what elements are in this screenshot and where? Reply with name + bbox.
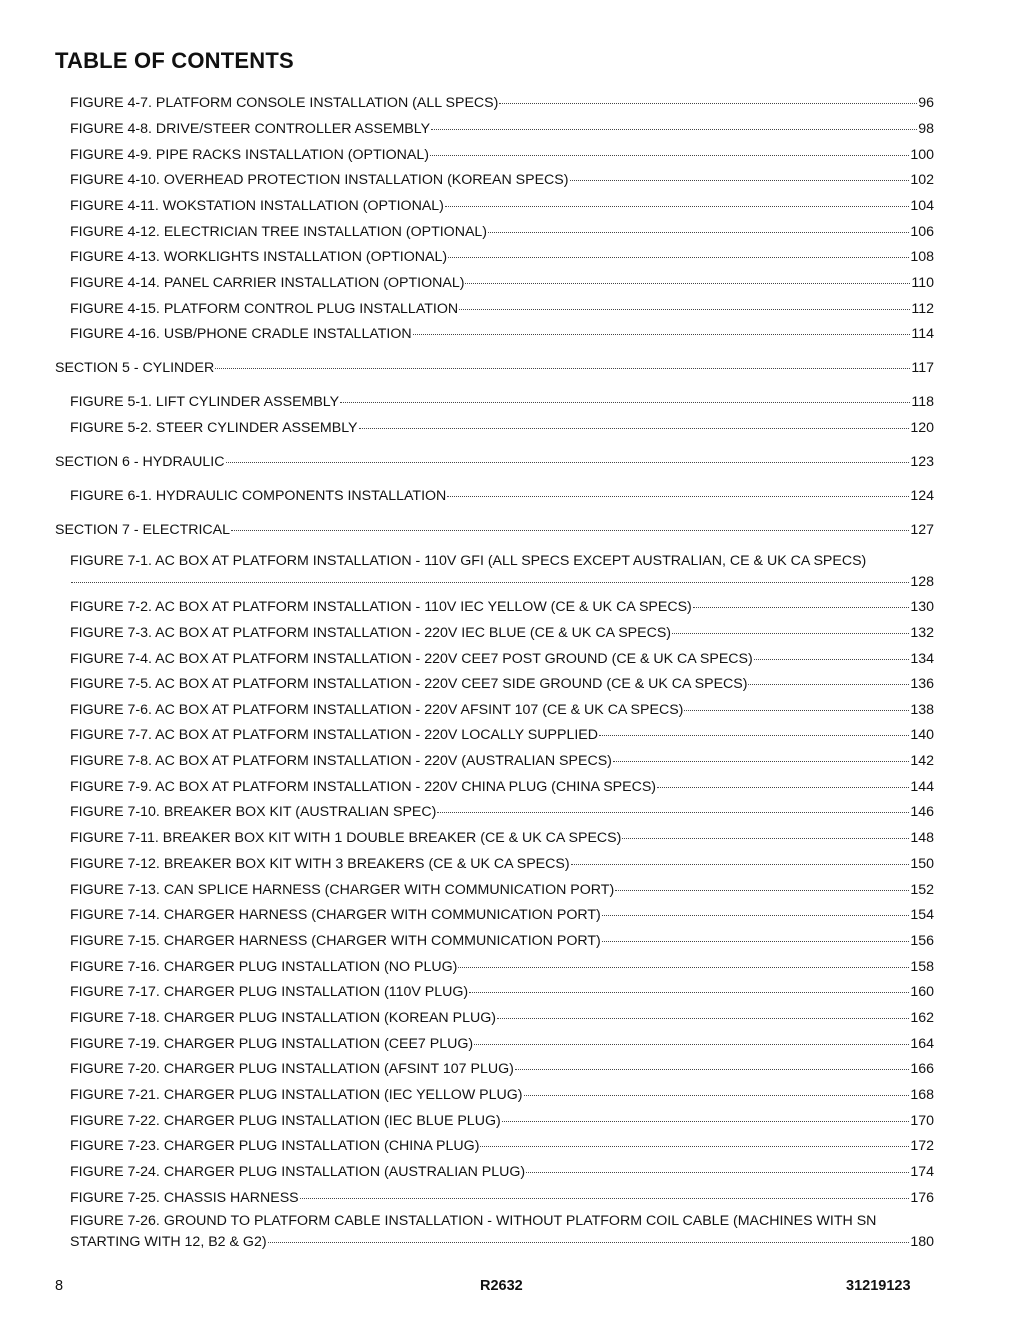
toc-entry-fig-7-21[interactable] [70, 1084, 934, 1104]
toc-entry-label: FIGURE 7-17. CHARGER PLUG INSTALLATION (110V PLUG) [70, 984, 469, 1000]
toc-entry-page: 142 [910, 753, 934, 769]
toc-entry-label: FIGURE 4-11. WOKSTATION INSTALLATION (OPTIONAL) [70, 198, 444, 214]
toc-entry-page: 150 [910, 856, 934, 872]
page-title: TABLE OF CONTENTS [55, 48, 294, 73]
toc-entry-label: FIGURE 4-13. WORKLIGHTS INSTALLATION (OPTIONAL) [70, 249, 448, 265]
toc-entry-fig-7-24[interactable] [70, 1161, 934, 1181]
dot-leader [526, 1158, 909, 1173]
toc-entry-fig-7-4[interactable] [70, 648, 934, 668]
toc-entry-page: 108 [910, 249, 934, 265]
toc-entry-fig-7-3[interactable] [70, 622, 934, 642]
dot-leader [693, 593, 910, 608]
toc-entry-page: 128 [910, 574, 934, 590]
toc-entry-label: FIGURE 7-24. CHARGER PLUG INSTALLATION (AUSTRALIAN PLUG) [70, 1164, 526, 1180]
toc-entry-label: STARTING WITH 12, B2 & G2) [70, 1234, 267, 1250]
toc-entry-label: FIGURE 7-15. CHARGER HARNESS (CHARGER WITH COMMUNICATION PORT) [70, 933, 601, 949]
toc-entry-label: FIGURE 4-14. PANEL CARRIER INSTALLATION (OPTIONAL) [70, 275, 465, 291]
toc-entry-label: SECTION 6 - HYDRAULIC [55, 454, 225, 470]
toc-entry-fig-7-1[interactable] [70, 571, 934, 591]
toc-entry-page: 134 [910, 651, 934, 667]
toc-entry-fig-4-15[interactable] [70, 298, 934, 318]
toc-entry-page: 114 [911, 326, 934, 342]
toc-entry-page: 152 [910, 882, 934, 898]
toc-entry-page: 160 [910, 984, 934, 1000]
toc-entry-label: FIGURE 7-9. AC BOX AT PLATFORM INSTALLATION - 220V CHINA PLUG (CHINA SPECS) [70, 779, 657, 795]
toc-entry-label: FIGURE 4-12. ELECTRICIAN TREE INSTALLATION (OPTIONAL) [70, 224, 488, 240]
toc-entry-fig-7-5[interactable] [70, 673, 934, 693]
toc-entry-label: FIGURE 7-18. CHARGER PLUG INSTALLATION (KOREAN PLUG) [70, 1010, 496, 1026]
dot-leader [300, 1184, 910, 1199]
toc-entry-page: 104 [910, 198, 934, 214]
toc-entry-fig-7-14[interactable] [70, 904, 934, 924]
toc-entry-fig-7-13[interactable] [70, 879, 934, 899]
toc-entry-label: FIGURE 4-9. PIPE RACKS INSTALLATION (OPTIONAL) [70, 147, 429, 163]
toc-entry-label: FIGURE 7-14. CHARGER HARNESS (CHARGER WITH COMMUNICATION PORT) [70, 907, 601, 923]
toc-entry-fig-4-9[interactable] [70, 144, 934, 164]
toc-entry-fig-4-13[interactable] [70, 246, 934, 266]
footer-doc-number: 31219123 [846, 1278, 911, 1294]
toc-entry-label: FIGURE 7-11. BREAKER BOX KIT WITH 1 DOUBLE BREAKER (CE & UK CA SPECS) [70, 830, 622, 846]
dot-leader [480, 1132, 909, 1147]
toc-entry-section-7[interactable] [55, 519, 934, 539]
toc-entry-label: SECTION 5 - CYLINDER [55, 360, 215, 376]
dot-leader [672, 619, 909, 634]
toc-entry-label: FIGURE 7-20. CHARGER PLUG INSTALLATION (AFSINT 107 PLUG) [70, 1061, 514, 1077]
toc-entry-fig-4-11[interactable] [70, 195, 934, 215]
toc-entry-label: FIGURE 7-10. BREAKER BOX KIT (AUSTRALIAN SPEC) [70, 804, 437, 820]
toc-entry-label: FIGURE 7-23. CHARGER PLUG INSTALLATION (CHINA PLUG) [70, 1138, 480, 1154]
toc-entry-fig-4-10[interactable] [70, 169, 934, 189]
toc-entry-label: FIGURE 7-12. BREAKER BOX KIT WITH 3 BREAKERS (CE & UK CA SPECS) [70, 856, 570, 872]
toc-entry-page: 130 [910, 599, 934, 615]
toc-entry-section-5[interactable] [55, 357, 934, 377]
toc-entry-fig-7-15[interactable] [70, 930, 934, 950]
toc-entry-label: FIGURE 7-16. CHARGER PLUG INSTALLATION (NO PLUG) [70, 959, 458, 975]
dot-leader [445, 192, 909, 207]
toc-entry-label: FIGURE 4-15. PLATFORM CONTROL PLUG INSTALLATION [70, 301, 459, 317]
toc-entry-page: 136 [910, 676, 934, 692]
toc-entry-label: FIGURE 6-1. HYDRAULIC COMPONENTS INSTALLATION [70, 488, 447, 504]
toc-entry-fig-4-16[interactable] [70, 323, 934, 343]
toc-entry-page: 117 [911, 360, 934, 376]
toc-entry-fig-7-25[interactable] [70, 1187, 934, 1207]
dot-leader [474, 1030, 909, 1045]
toc-entry-fig-4-12[interactable] [70, 221, 934, 241]
dot-leader [497, 1004, 909, 1019]
toc-entry-page: 110 [911, 275, 934, 291]
dot-leader [469, 978, 909, 993]
toc-entry-fig-7-16[interactable] [70, 956, 934, 976]
toc-entry-fig-7-6[interactable] [70, 699, 934, 719]
dot-leader [231, 516, 909, 531]
dot-leader [602, 927, 910, 942]
toc-entry-label: FIGURE 7-22. CHARGER PLUG INSTALLATION (IEC BLUE PLUG) [70, 1113, 501, 1129]
toc-entry-fig-7-22[interactable] [70, 1110, 934, 1130]
dot-leader [413, 320, 911, 335]
toc-entry-label: FIGURE 7-13. CAN SPLICE HARNESS (CHARGER WITH COMMUNICATION PORT) [70, 882, 615, 898]
toc-entry-page: 96 [918, 95, 934, 111]
toc-entry-label: FIGURE 7-19. CHARGER PLUG INSTALLATION (CEE7 PLUG) [70, 1036, 474, 1052]
dot-leader [226, 448, 910, 463]
toc-entry-fig-4-7[interactable] [70, 92, 934, 112]
dot-leader [437, 798, 909, 813]
dot-leader [499, 89, 917, 104]
toc-entry-page: 124 [910, 488, 934, 504]
toc-entry-label: FIGURE 4-10. OVERHEAD PROTECTION INSTALLATION (KOREAN SPECS) [70, 172, 569, 188]
dot-leader [447, 482, 909, 497]
toc-entry-fig-5-1[interactable] [70, 391, 934, 411]
dot-leader [448, 243, 909, 258]
dot-leader [268, 1228, 910, 1243]
dot-leader [502, 1107, 910, 1122]
dot-leader [602, 901, 910, 916]
toc-entry-fig-7-12[interactable] [70, 853, 934, 873]
dot-leader [754, 645, 910, 660]
toc-entry-label: FIGURE 7-25. CHASSIS HARNESS [70, 1190, 299, 1206]
toc-entry-label: FIGURE 7-3. AC BOX AT PLATFORM INSTALLATION - 220V IEC BLUE (CE & UK CA SPECS) [70, 625, 672, 641]
toc-entry-label: FIGURE 7-21. CHARGER PLUG INSTALLATION (IEC YELLOW PLUG) [70, 1087, 523, 1103]
toc-entry-fig-7-2[interactable] [70, 596, 934, 616]
dot-leader [615, 876, 909, 891]
toc-entry-fig-7-7[interactable] [70, 724, 934, 744]
toc-entry-fig-7-10[interactable] [70, 801, 934, 821]
toc-entry-page: 168 [910, 1087, 934, 1103]
toc-entry-page: 127 [910, 522, 934, 538]
toc-entry-page: 132 [910, 625, 934, 641]
toc-entry-page: 106 [910, 224, 934, 240]
toc-entry-page: 166 [910, 1061, 934, 1077]
toc-entry-fig-7-18[interactable] [70, 1007, 934, 1027]
dot-leader [571, 850, 910, 865]
toc-entry-label: FIGURE 4-16. USB/PHONE CRADLE INSTALLATION [70, 326, 412, 342]
toc-entry-fig-7-9[interactable] [70, 776, 934, 796]
dot-leader [465, 269, 910, 284]
toc-entry-page: 172 [910, 1138, 934, 1154]
toc-entry-page: 123 [910, 454, 934, 470]
toc-entry-label: FIGURE 5-2. STEER CYLINDER ASSEMBLY [70, 420, 358, 436]
toc-entry-page: 118 [911, 394, 934, 410]
toc-entry-page: 164 [910, 1036, 934, 1052]
toc-entry-page: 144 [910, 779, 934, 795]
toc-entry-page: 158 [910, 959, 934, 975]
dot-leader [657, 773, 909, 788]
toc-entry-label: FIGURE 7-8. AC BOX AT PLATFORM INSTALLATION - 220V (AUSTRALIAN SPECS) [70, 753, 612, 769]
toc-entry-label: FIGURE 7-4. AC BOX AT PLATFORM INSTALLATION - 220V CEE7 POST GROUND (CE & UK CA SPECS) [70, 651, 753, 667]
dot-leader [684, 696, 909, 711]
toc-entry-page: 120 [910, 420, 934, 436]
toc-entry-page: 100 [910, 147, 934, 163]
toc-entry-page: 146 [910, 804, 934, 820]
dot-leader [340, 388, 910, 403]
toc-entry-page: 170 [910, 1113, 934, 1129]
dot-leader [488, 218, 909, 233]
dot-leader [622, 824, 909, 839]
dot-leader [458, 953, 909, 968]
toc-entry-label: SECTION 7 - ELECTRICAL [55, 522, 231, 538]
dot-leader [613, 747, 909, 762]
toc-entry-fig-7-26-line1[interactable]: FIGURE 7-26. GROUND TO PLATFORM CABLE INSTALLATION - WITHOUT PLATFORM COIL CABLE (MACHINES WITH SN [70, 1213, 877, 1229]
toc-entry-fig-4-14[interactable] [70, 272, 934, 292]
dot-leader [359, 414, 910, 429]
footer-model: R2632 [480, 1278, 523, 1294]
dot-leader [430, 141, 909, 156]
toc-entry-page: 98 [918, 121, 934, 137]
toc-entry-label: FIGURE 4-7. PLATFORM CONSOLE INSTALLATION (ALL SPECS) [70, 95, 499, 111]
toc-entry-section-6[interactable] [55, 451, 934, 471]
toc-entry-fig-4-8[interactable] [70, 118, 934, 138]
toc-entry-page: 180 [910, 1234, 934, 1250]
toc-entry-page: 140 [910, 727, 934, 743]
toc-entry-fig-7-8[interactable] [70, 750, 934, 770]
toc-entry-fig-7-23[interactable] [70, 1135, 934, 1155]
toc-entry-fig-7-17[interactable] [70, 981, 934, 1001]
toc-entry-fig-7-26[interactable] [70, 1231, 934, 1251]
dot-leader [599, 721, 909, 736]
dot-leader [215, 354, 910, 369]
toc-entry-label: FIGURE 7-5. AC BOX AT PLATFORM INSTALLATION - 220V CEE7 SIDE GROUND (CE & UK CA SPECS) [70, 676, 748, 692]
toc-entry-page: 162 [910, 1010, 934, 1026]
toc-entry-fig-5-2[interactable] [70, 417, 934, 437]
toc-entry-fig-7-11[interactable] [70, 827, 934, 847]
dot-leader [570, 166, 910, 181]
footer-page-number: 8 [55, 1278, 64, 1294]
dot-leader [748, 670, 909, 685]
toc-entry-page: 138 [910, 702, 934, 718]
toc-entry-label: FIGURE 7-6. AC BOX AT PLATFORM INSTALLATION - 220V AFSINT 107 (CE & UK CA SPECS) [70, 702, 684, 718]
toc-entry-page: 112 [911, 301, 934, 317]
toc-entry-page: 102 [910, 172, 934, 188]
toc-entry-fig-7-19[interactable] [70, 1033, 934, 1053]
toc-entry-label: FIGURE 5-1. LIFT CYLINDER ASSEMBLY [70, 394, 340, 410]
dot-leader [431, 115, 917, 130]
toc-entry-page: 148 [910, 830, 934, 846]
dot-leader [71, 568, 909, 583]
dot-leader [459, 295, 910, 310]
toc-entry-page: 156 [910, 933, 934, 949]
toc-entry-page: 174 [910, 1164, 934, 1180]
toc-entry-fig-7-1-line1[interactable]: FIGURE 7-1. AC BOX AT PLATFORM INSTALLATION - 110V GFI (ALL SPECS EXCEPT AUSTRALIAN, CE & UK CA SPECS) [70, 553, 867, 569]
toc-entry-fig-7-20[interactable] [70, 1058, 934, 1078]
toc-entry-label: FIGURE 4-8. DRIVE/STEER CONTROLLER ASSEMBLY [70, 121, 431, 137]
toc-entry-label: FIGURE 7-2. AC BOX AT PLATFORM INSTALLATION - 110V IEC YELLOW (CE & UK CA SPECS) [70, 599, 692, 615]
dot-leader [515, 1055, 909, 1070]
toc-entry-page: 176 [910, 1190, 934, 1206]
toc-entry-fig-6-1[interactable] [70, 485, 934, 505]
toc-entry-label: FIGURE 7-7. AC BOX AT PLATFORM INSTALLATION - 220V LOCALLY SUPPLIED [70, 727, 598, 743]
toc-entry-page: 154 [910, 907, 934, 923]
dot-leader [524, 1081, 910, 1096]
